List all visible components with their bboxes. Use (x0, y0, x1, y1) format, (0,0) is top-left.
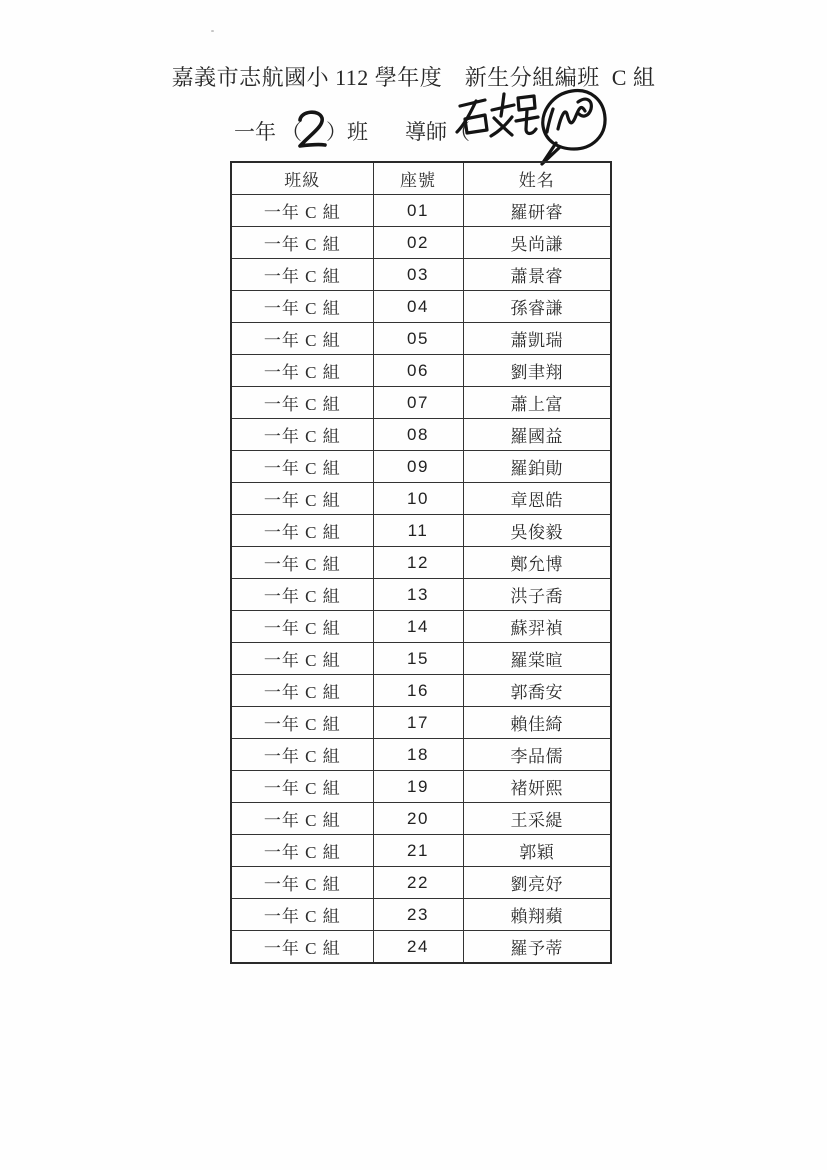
table-row (231, 291, 611, 323)
header-class: 班級 (231, 162, 373, 195)
cell-seat: 11 (373, 515, 463, 547)
cell-class: 一年 C 組 (231, 291, 373, 323)
table-row (231, 323, 611, 355)
cell-class: 一年 C 組 (231, 899, 373, 931)
cell-seat: 16 (373, 675, 463, 707)
cell-class: 一年 C 組 (231, 515, 373, 547)
cell-name: 鄭允博 (463, 547, 611, 579)
cell-seat: 06 (373, 355, 463, 387)
table-row (231, 931, 611, 964)
cell-seat: 10 (373, 483, 463, 515)
cell-name: 蘇羿禎 (463, 611, 611, 643)
cell-class: 一年 C 組 (231, 675, 373, 707)
cell-seat: 14 (373, 611, 463, 643)
teacher-open-paren: （ (449, 120, 470, 144)
cell-name: 羅國益 (463, 419, 611, 451)
cell-seat: 18 (373, 739, 463, 771)
cell-seat: 15 (373, 643, 463, 675)
table-row (231, 547, 611, 579)
table-row (231, 451, 611, 483)
cell-seat: 02 (373, 227, 463, 259)
table-row (231, 387, 611, 419)
page-title: 嘉義市志航國小 112 學年度 新生分組編班 C 組 (171, 65, 656, 90)
cell-seat: 24 (373, 931, 463, 964)
cell-class: 一年 C 組 (231, 419, 373, 451)
class-open-paren: （ (281, 120, 302, 144)
cell-class: 一年 C 組 (231, 579, 373, 611)
cell-seat: 04 (373, 291, 463, 323)
cell-seat: 23 (373, 899, 463, 931)
teacher-label: 導師 (405, 120, 447, 144)
cell-class: 一年 C 組 (231, 387, 373, 419)
cell-name: 洪子喬 (463, 579, 611, 611)
table-row (231, 739, 611, 771)
cell-seat: 01 (373, 195, 463, 227)
cell-seat: 07 (373, 387, 463, 419)
cell-class: 一年 C 組 (231, 483, 373, 515)
table-row (231, 675, 611, 707)
handwritten-class-number (294, 107, 330, 153)
table-row (231, 867, 611, 899)
cell-class: 一年 C 組 (231, 803, 373, 835)
cell-class: 一年 C 組 (231, 611, 373, 643)
cell-class: 一年 C 組 (231, 355, 373, 387)
cell-seat: 19 (373, 771, 463, 803)
cell-name: 賴佳綺 (463, 707, 611, 739)
cell-class: 一年 C 組 (231, 643, 373, 675)
cell-name: 褚妍熙 (463, 771, 611, 803)
cell-class: 一年 C 組 (231, 707, 373, 739)
cell-class: 一年 C 組 (231, 227, 373, 259)
table-row (231, 483, 611, 515)
class-teacher-line (234, 116, 470, 146)
cell-class: 一年 C 組 (231, 323, 373, 355)
cell-seat: 12 (373, 547, 463, 579)
cell-name: 蕭凱瑞 (463, 323, 611, 355)
cell-name: 蕭景睿 (463, 259, 611, 291)
table-row (231, 835, 611, 867)
cell-class: 一年 C 組 (231, 739, 373, 771)
table-row (231, 259, 611, 291)
cell-name: 郭喬安 (463, 675, 611, 707)
table-row (231, 419, 611, 451)
cell-class: 一年 C 組 (231, 931, 373, 964)
cell-class: 一年 C 組 (231, 867, 373, 899)
cell-name: 吳俊毅 (463, 515, 611, 547)
cell-class: 一年 C 組 (231, 259, 373, 291)
cell-seat: 05 (373, 323, 463, 355)
cell-name: 羅予蒂 (463, 931, 611, 964)
table-row (231, 643, 611, 675)
cell-name: 章恩皓 (463, 483, 611, 515)
cell-class: 一年 C 組 (231, 451, 373, 483)
cell-name: 吳尚謙 (463, 227, 611, 259)
cell-name: 劉聿翔 (463, 355, 611, 387)
cell-name: 羅研睿 (463, 195, 611, 227)
cell-seat: 17 (373, 707, 463, 739)
cell-class: 一年 C 組 (231, 547, 373, 579)
table-row (231, 355, 611, 387)
cell-seat: 22 (373, 867, 463, 899)
cell-name: 王采緹 (463, 803, 611, 835)
cell-seat: 09 (373, 451, 463, 483)
cell-seat: 03 (373, 259, 463, 291)
cell-name: 孫睿謙 (463, 291, 611, 323)
cell-class: 一年 C 組 (231, 835, 373, 867)
class-close-paren-ban: ）班 (326, 120, 368, 144)
cell-seat: 13 (373, 579, 463, 611)
grade-label: 一年 (234, 120, 276, 144)
cell-class: 一年 C 組 (231, 771, 373, 803)
table-row (231, 899, 611, 931)
header-seat: 座號 (373, 162, 463, 195)
cell-name: 羅棠暄 (463, 643, 611, 675)
table-row (231, 803, 611, 835)
table-row (231, 195, 611, 227)
cell-name: 劉亮妤 (463, 867, 611, 899)
cell-seat: 08 (373, 419, 463, 451)
table-row (231, 611, 611, 643)
table-header-row (231, 162, 611, 195)
cell-name: 蕭上富 (463, 387, 611, 419)
roster-table (230, 161, 612, 964)
cell-name: 賴翔蘋 (463, 899, 611, 931)
table-row (231, 579, 611, 611)
table-row (231, 707, 611, 739)
header-name: 姓名 (463, 162, 611, 195)
cell-class: 一年 C 組 (231, 195, 373, 227)
table-row (231, 771, 611, 803)
cell-name: 李品儒 (463, 739, 611, 771)
cell-name: 羅鉑勛 (463, 451, 611, 483)
table-row (231, 515, 611, 547)
cell-seat: 20 (373, 803, 463, 835)
cell-seat: 21 (373, 835, 463, 867)
table-row (231, 227, 611, 259)
cell-name: 郭穎 (463, 835, 611, 867)
scan-speck (211, 30, 214, 32)
